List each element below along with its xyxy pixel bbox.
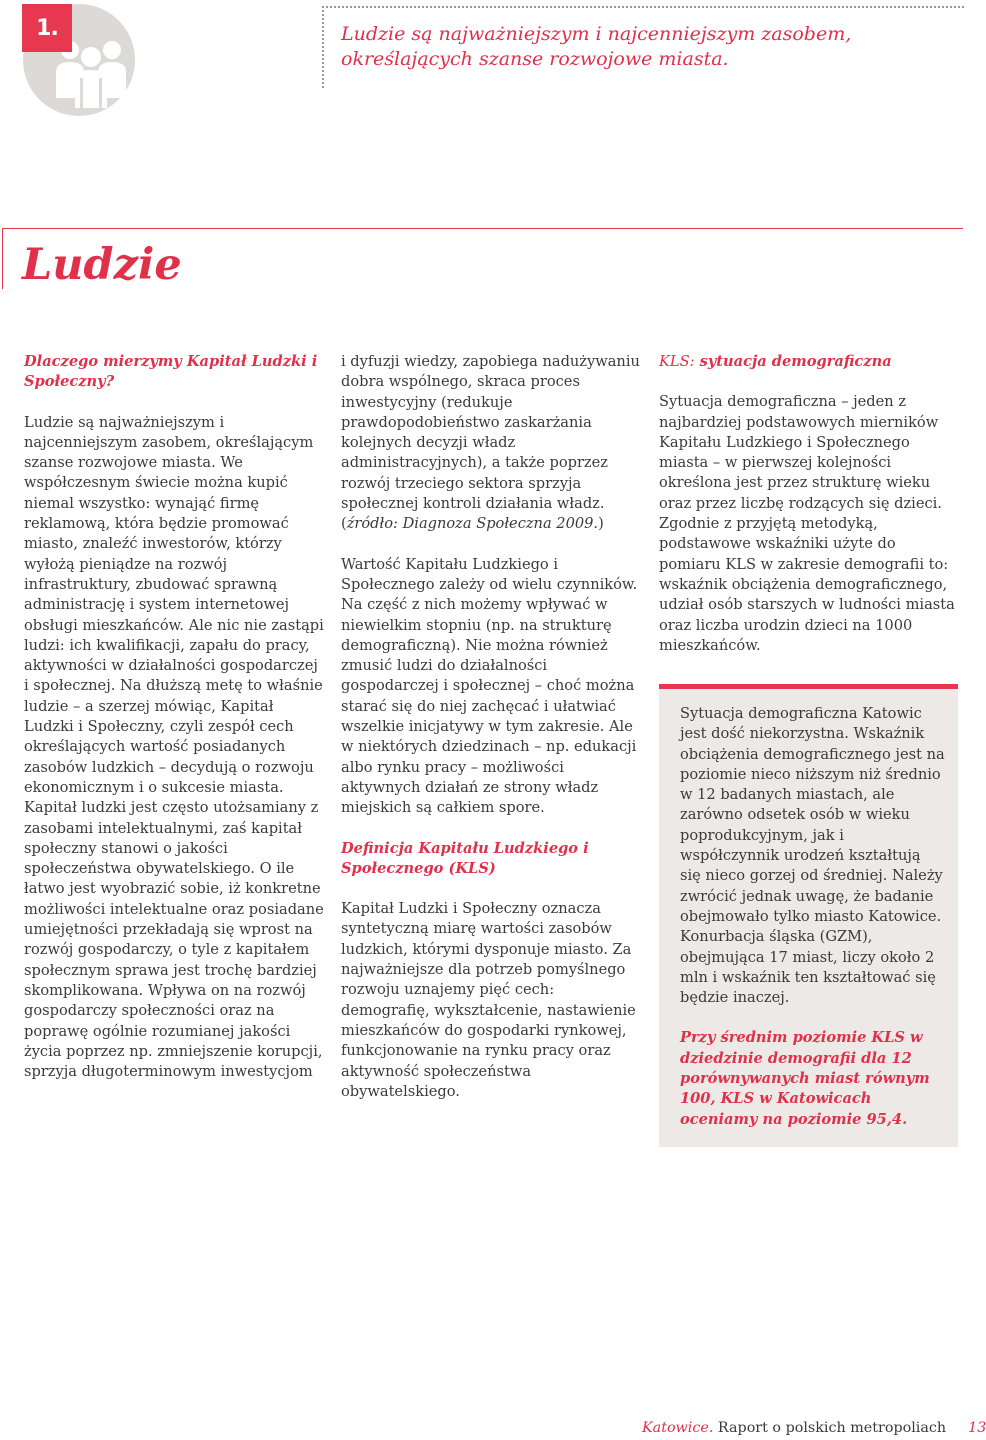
page-number: 13 [968,1420,986,1436]
column-1-body: Ludzie są najważniejszym i najcenniejszym zasobem, określającym szanse rozwojowe miasta. We współczesnym świecie można kupić niemal wszystko: wynająć firmę reklamową, która będzie promować miasto, znaleźć inwestorów, którzy wyłożą pieniądze na rozwój infrastruktury, zbudować sprawną administrację i system internetowej obsługi mieszkańców. Ale nic nie zastąpi ludzi: ich kwalifikacji, zapału do pracy, aktywności w działalności gospodarczej i społecznej. Na dłuższą metę to właśnie ludzie – a szerzej mówiąc, Kapitał Ludzki i Społeczny, czyli zespół cech określających wartość posiadanych zasobów ludzkich – decydują o rozwoju ekonomicznym i o sukcesie miasta. Kapitał ludzki jest często utożsamiany z zasobami intelektualnymi, zaś kapitał społeczny stanowi o jakości społeczeństwa obywatelskiego. O ile łatwo jest wyobrazić sobie, iż konkretne możliwości intelektualne oraz posiadane umiejętności przekładają się wprost na rozwój gospodarczy, o tyle z kapitałem społecznym sprawa jest trochę bardziej skomplikowana. Wpływa on na rozwój gospodarczy społeczności oraz na poprawę ogólnie rozumianej jakości życia poprzez np. zmniejszenie korupcji, sprzyja długoterminowym inwestycjom [24,413,324,1081]
column-2-continuation [341,352,641,535]
column-3-body: Sytuacja demograficzna – jeden z najbardziej podstawowych mierników Kapitału Ludzkiego i Społecznego miasta – w pierwszej kolejności określona jest przez strukturę wieku oraz przez liczbę rodzących się dzieci. Zgodnie z przyjętą metodyką, podstawowe wskaźniki użyte do pomiaru KLS w zakresie demografii to: wskaźnik obciążenia demograficznego, udział osób starszych w ludności miasta oraz liczba urodzin dzieci na 1000 mieszkańców. [659,393,955,654]
heading-rest: sytuacja demograficzna [694,353,892,370]
header-quote: Ludzie są najważniejszym i najcenniejszym zasobem, określających szanse rozwojowe miasta. [341,23,852,70]
page-title: Ludzie [22,240,182,290]
footer-publication: Raport o polskich metropoliach [713,1420,947,1436]
column-2-paragraph-2: Wartość Kapitału Ludzkiego i Społecznego zależy od wielu czynników. Na część z nich możemy wpływać w niewielkim stopniu (np. na strukturę demograficzną). Nie można również zmusić ludzi do działalności gospodarczej i społecznej – choć można starać się do niej zachęcać i ułatwiać wszelkie inicjatywy w tym zakresie. Ale w niektórych dziedzinach – np. edukacji albo rynku pracy – możliwości aktywnych działań ze strony władz miejskich są całkiem spore. [341,555,638,817]
column-3-heading [659,352,959,372]
summary-box-content [680,704,945,1130]
column-2-heading: Definicja Kapitału Ludzkiego i Społecznego (KLS) [341,839,589,877]
column-2 [341,352,641,1102]
column-2-paragraph-3: Kapitał Ludzki i Społeczny oznacza syntetyczną miarę wartości zasobów ludzkich, którymi dysponuje miasto. Za najważniejsze dla potrzeb pomyślnego rozwoju uznajemy pięć cech: demografię, wykształcenie, nastawienie mieszkańców do gospodarki rynkowej, funkcjonowanie na rynku pracy oraz aktywność społeczeństwa obywatelskiego. [341,900,636,1100]
footer [642,1418,986,1438]
source-close: ) [598,515,604,533]
column-3 [659,352,959,656]
continuation-text: i dyfuzji wiedzy, zapobiega nadużywaniu dobra wspólnego, skraca proces inwestycyjny (redukuje prawdopodobieństwo zaskarżania kolejnych decyzji władz administracyjnych), a także poprzez rozwój trzeciego sektora sprzyja społecznej kontroli działania władz. ( [341,353,640,533]
chapter-number: 1. [22,4,72,52]
box-highlight: Przy średnim poziomie KLS w dziedzinie demografii dla 12 porównywanych miast równym 100, KLS w Katowicach oceniamy na poziomie 95,4. [680,1029,930,1128]
source-citation: źródło: Diagnoza Społeczna 2009. [346,515,599,533]
heading-prefix: KLS: [659,353,695,370]
column-1 [24,352,324,1082]
column-1-heading: Dlaczego mierzymy Kapitał Ludzki i Społeczny? [24,353,318,391]
box-body: Sytuacja demograficzna Katowic jest dość niekorzystna. Wskaźnik obciążenia demograficznego jest na poziomie nieco niższym niż średnio w 12 badanych miastach, ale zarówno odsetek osób w wieku poprodukcyjnym, jak i współczynnik urodzeń kształtują się nieco gorzej od średniej. Należy zwrócić jednak uwagę, że badanie obejmowało tylko miasto Katowice. Konurbacja śląska (GZM), obejmująca 17 miast, liczy około 2 mln i wskaźnik ten kształtować się będzie inaczej. [680,705,945,1007]
footer-city: Katowice. [642,1420,714,1436]
